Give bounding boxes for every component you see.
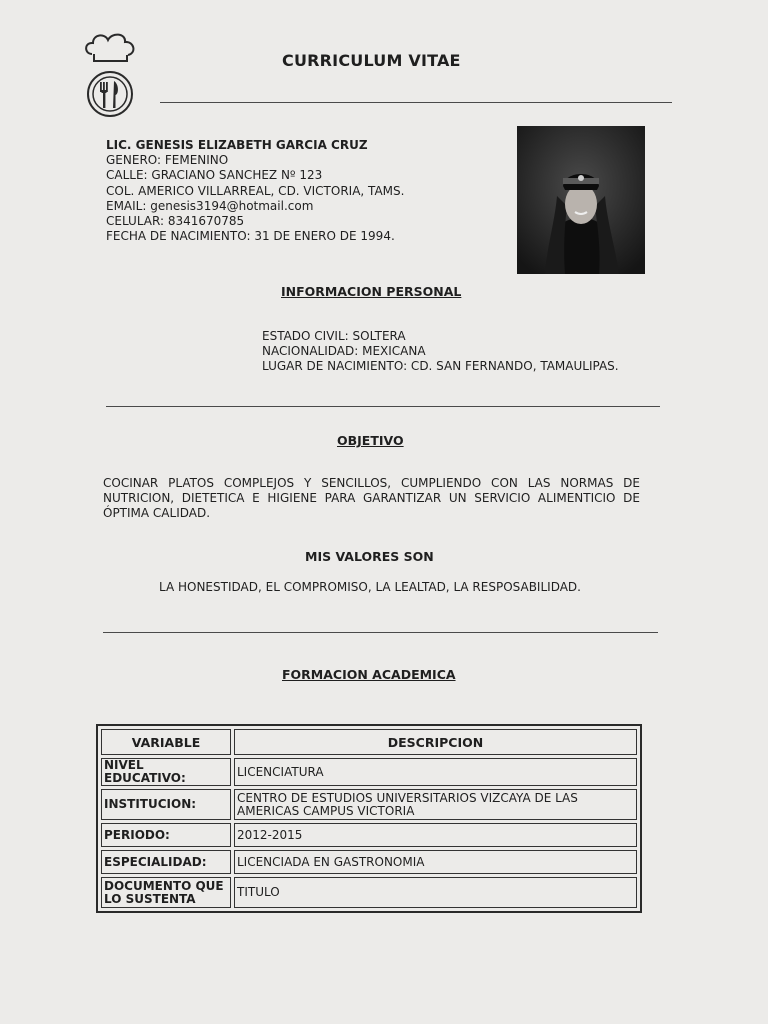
- row-label: DOCUMENTO QUE LO SUSTENTA: [101, 877, 231, 908]
- chef-hat-cutlery-icon: [80, 24, 144, 120]
- marital-status: ESTADO CIVIL: SOLTERA: [262, 329, 406, 343]
- row-label: PERIODO:: [101, 823, 231, 847]
- row-value: TITULO: [234, 877, 637, 908]
- row-value: 2012-2015: [234, 823, 637, 847]
- values-text: LA HONESTIDAD, EL COMPROMISO, LA LEALTAD, LA RESPOSABILIDAD.: [159, 580, 581, 594]
- table-row: [101, 850, 637, 874]
- row-value: LICENCIATURA: [234, 758, 637, 786]
- section-divider: [103, 632, 658, 633]
- table-row: [101, 758, 637, 786]
- table-row: [101, 877, 637, 908]
- row-value: CENTRO DE ESTUDIOS UNIVERSITARIOS VIZCAYA DE LAS AMERICAS CAMPUS VICTORIA: [234, 789, 637, 820]
- row-label: INSTITUCION:: [101, 789, 231, 820]
- contact-block: [106, 138, 404, 244]
- table-row: [101, 789, 637, 820]
- nationality: NACIONALIDAD: MEXICANA: [262, 344, 426, 359]
- values-heading: MIS VALORES SON: [305, 549, 434, 564]
- candidate-name: LIC. GENESIS ELIZABETH GARCIA CRUZ: [106, 138, 368, 152]
- contact-phone: CELULAR: 8341670785: [106, 214, 245, 229]
- section-divider: [106, 406, 660, 407]
- profile-photo: [517, 126, 645, 274]
- column-header-description: DESCRIPCION: [234, 729, 637, 755]
- page-title: CURRICULUM VITAE: [282, 51, 461, 70]
- education-heading: FORMACION ACADEMICA: [282, 667, 456, 682]
- personal-info-heading: INFORMACION PERSONAL: [281, 284, 462, 299]
- contact-birthdate: FECHA DE NACIMIENTO: 31 DE ENERO DE 1994.: [106, 229, 395, 244]
- contact-gender: GENERO: FEMENINO: [106, 153, 229, 168]
- education-table: [96, 724, 642, 913]
- title-divider: [160, 102, 672, 103]
- table-header-row: [101, 729, 637, 755]
- contact-street: CALLE: GRACIANO SANCHEZ Nº 123: [106, 168, 323, 183]
- objective-heading: OBJETIVO: [337, 433, 404, 448]
- table-row: [101, 823, 637, 847]
- objective-text: COCINAR PLATOS COMPLEJOS Y SENCILLOS, CUMPLIENDO CON LAS NORMAS DE NUTRICION, DIETETICA E HIGIENE PARA GARANTIZAR UN SERVICIO ALIMENTICIO DE ÓPTIMA CALIDAD.: [103, 476, 640, 521]
- row-value: LICENCIADA EN GASTRONOMIA: [234, 850, 637, 874]
- contact-colony: COL. AMERICO VILLARREAL, CD. VICTORIA, TAMS.: [106, 183, 405, 198]
- contact-email: EMAIL: genesis3194@hotmail.com: [106, 198, 314, 213]
- column-header-variable: VARIABLE: [101, 729, 231, 755]
- birthplace: LUGAR DE NACIMIENTO: CD. SAN FERNANDO, TAMAULIPAS.: [262, 359, 619, 374]
- row-label: NIVEL EDUCATIVO:: [101, 758, 231, 786]
- row-label: ESPECIALIDAD:: [101, 850, 231, 874]
- personal-info-block: [262, 329, 619, 375]
